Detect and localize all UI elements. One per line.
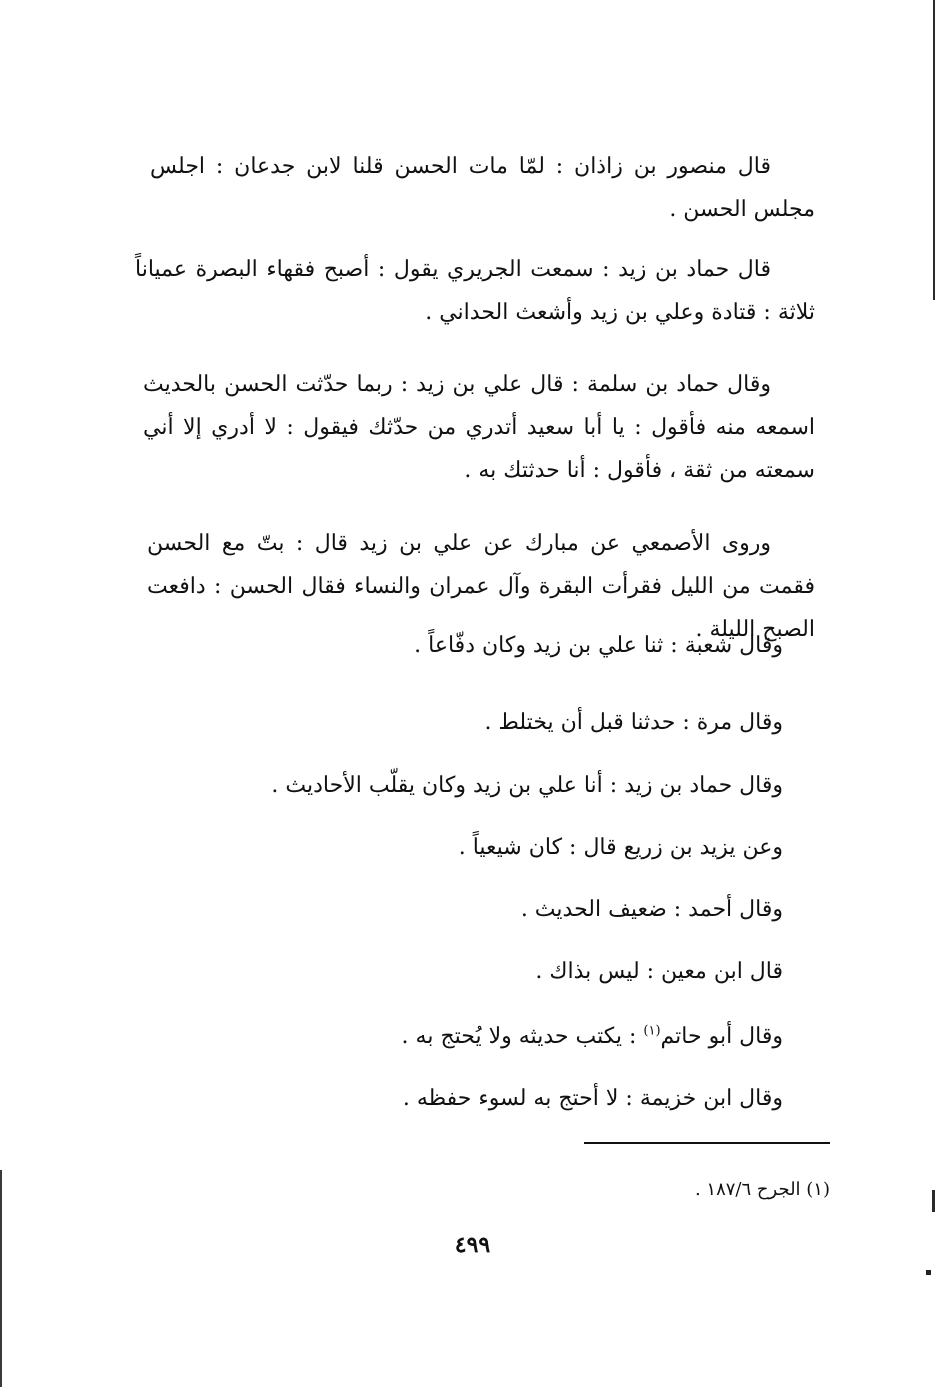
line-ibn-khuzaima: وقال ابن خزيمة : لا أحتج به لسوء حفظه . — [402, 1086, 783, 1111]
line-ahmad: وقال أحمد : ضعيف الحديث . — [520, 897, 783, 922]
paragraph-mansour: قال منصور بن زاذان : لمّا مات الحسن قلنا لابن جدعان : اجلس مجلس الحسن . — [150, 154, 815, 222]
line-yazid: وعن يزيد بن زريع قال : كان شيعياً . — [458, 835, 783, 860]
paragraph-asmai: وروى الأصمعي عن مبارك عن علي بن زيد قال : بتّ مع الحسن فقمت من الليل فقرأت البقرة وآل عمران والنساء فقال الحسن : دافعت الصبح الليلة . — [147, 531, 815, 642]
line-shuba: وقال شعبة : ثنا علي بن زيد وكان دفّاعاً . — [414, 633, 783, 658]
paragraph-hammad-salama: وقال حماد بن سلمة : قال علي بن زيد : ربما حدّثت الحسن بالحديث اسمعه منه فأقول : يا أبا سعيد أتدري من حدّثك فيقول : لا أدري إلا أني سمعته من ثقة ، فأقول : أنا حدثتك به . — [143, 372, 815, 483]
line-hammad-zaid: وقال حماد بن زيد : أنا علي بن زيد وكان يقلّب الأحاديث . — [271, 773, 783, 798]
abu-hatim-before: وقال أبو حاتم — [660, 1024, 783, 1049]
line-abu-hatim — [402, 1015, 783, 1058]
page-number: ٤٩٩ — [454, 1232, 491, 1258]
scan-speck — [926, 1270, 931, 1275]
paragraph-hammad-jariri: قال حماد بن زيد : سمعت الجريري يقول : أصبح فقهاء البصرة عمياناً ثلاثة : قتادة وعلي بن زيد وأشعث الحداني . — [135, 257, 815, 325]
line-ibn-main: قال ابن معين : ليس بذاك . — [535, 959, 783, 984]
abu-hatim-after: : يكتب حديثه ولا يُحتج به . — [401, 1024, 644, 1049]
footnote-marker: (١) — [643, 1023, 661, 1039]
scan-edge-left — [0, 1170, 2, 1387]
footnote-text: (١) الجرح ١٨٧/٦ . — [694, 1179, 830, 1200]
line-marra: وقال مرة : حدثنا قبل أن يختلط . — [484, 710, 783, 735]
footnote-separator — [584, 1142, 830, 1144]
scan-edge-right — [933, 0, 935, 300]
scan-edge-right-lower — [932, 1190, 935, 1212]
